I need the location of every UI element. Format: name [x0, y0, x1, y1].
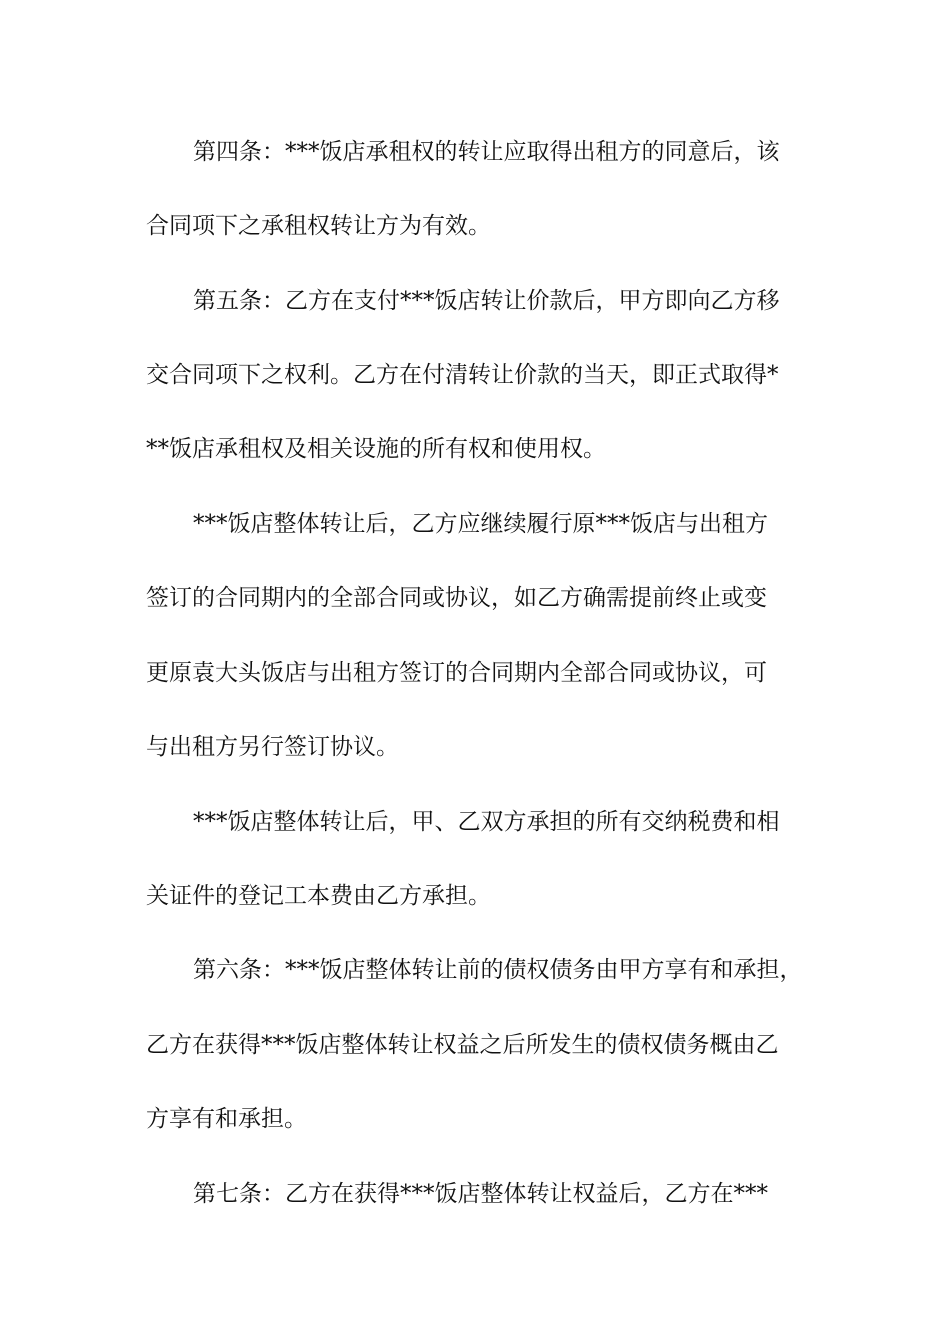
text-line: ***饭店整体转让后，甲、乙双方承担的所有交纳税费和相 — [193, 809, 780, 835]
text-line: 第七条：乙方在获得***饭店整体转让权益后，乙方在*** — [193, 1181, 768, 1207]
text-line: **饭店承租权及相关设施的所有权和使用权。 — [146, 436, 606, 462]
text-line: 乙方在获得***饭店整体转让权益之后所发生的债权债务概由乙 — [146, 1032, 779, 1058]
text-line: ***饭店整体转让后，乙方应继续履行原***饭店与出租方 — [193, 511, 768, 537]
text-line: 与出租方另行签订协议。 — [146, 734, 399, 760]
text-line: 更原袁大头饭店与出租方签订的合同期内全部合同或协议，可 — [146, 660, 767, 686]
text-line: 关证件的登记工本费由乙方承担。 — [146, 883, 491, 909]
text-line: 交合同项下之权利。乙方在付清转让价款的当天，即正式取得* — [146, 362, 779, 388]
text-line: 第四条：***饭店承租权的转让应取得出租方的同意后，该 — [193, 139, 780, 165]
text-line: 签订的合同期内的全部合同或协议，如乙方确需提前终止或变 — [146, 585, 767, 611]
text-line: 第六条：***饭店整体转让前的债权债务由甲方享有和承担， — [193, 957, 803, 983]
text-line: 方享有和承担。 — [146, 1106, 307, 1132]
text-line: 第五条：乙方在支付***饭店转让价款后，甲方即向乙方移 — [193, 288, 780, 314]
text-line: 合同项下之承租权转让方为有效。 — [146, 213, 491, 239]
